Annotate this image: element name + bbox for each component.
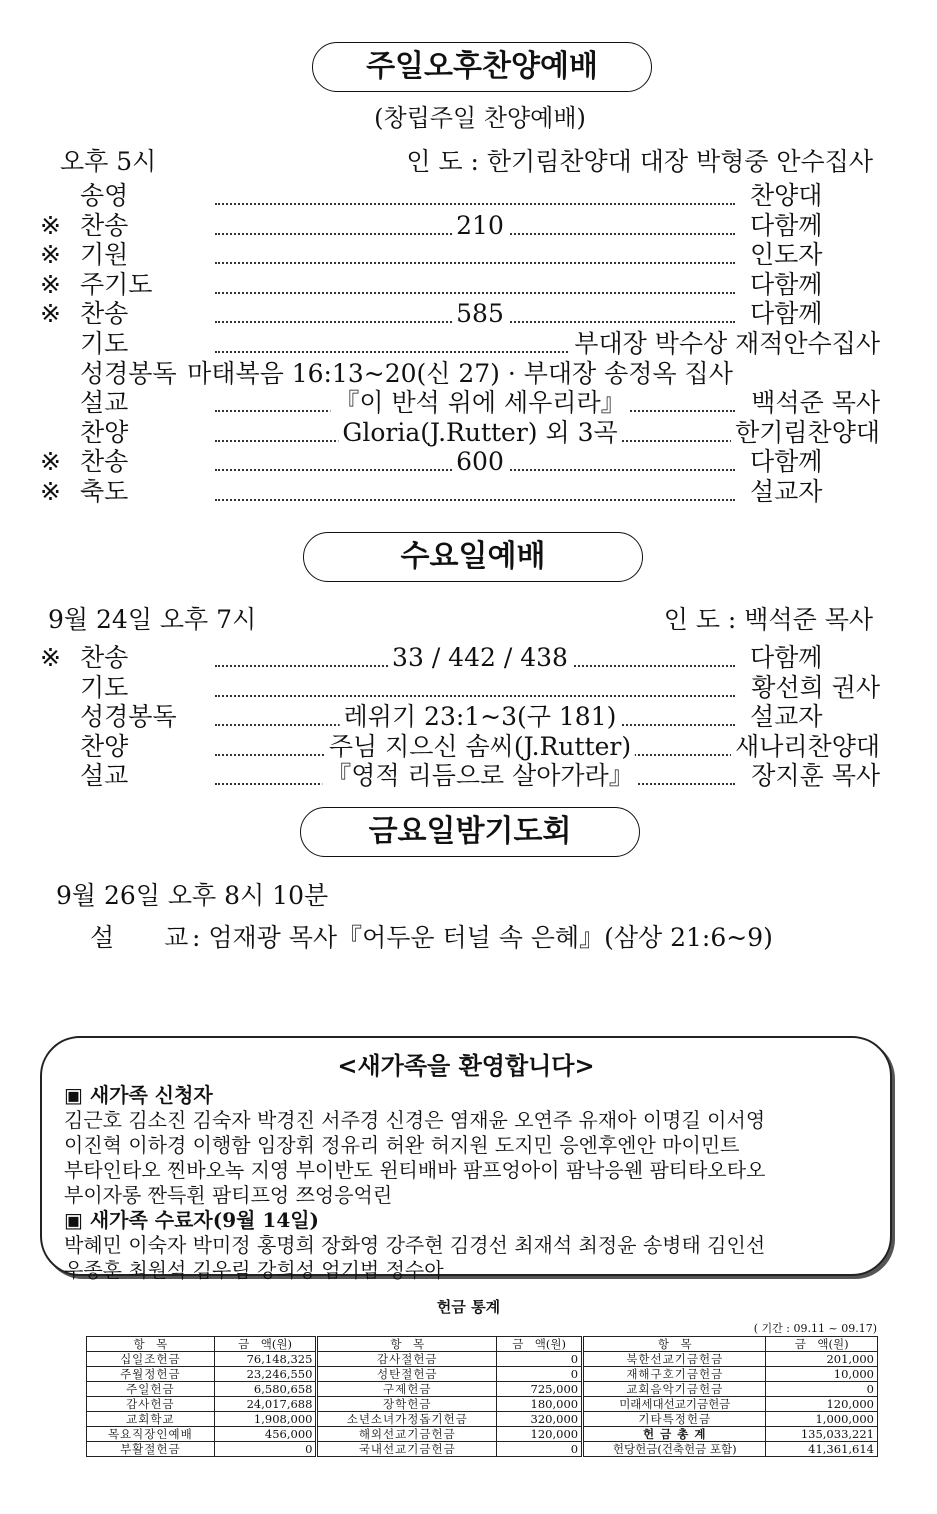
welcome-title: <새가족을 환영합니다> — [337, 1051, 595, 1080]
offering-row — [87, 1367, 878, 1382]
order-item-content: 33 / 442 / 438 — [388, 643, 572, 673]
header-cell: 금 액(원) — [766, 1337, 878, 1352]
order-item-name: 찬송 — [80, 210, 129, 240]
order-item-content: Gloria(J.Rutter) 외 3곡 — [338, 418, 621, 448]
offering-period: ( 기간 : 09.11 ~ 09.17) — [753, 1322, 877, 1335]
order-item-name: 기도 — [80, 329, 129, 358]
friday-sermon-label: 설 교 — [90, 923, 189, 952]
dot-leader — [215, 278, 735, 294]
order-item-content: 600 — [452, 447, 508, 477]
offering-amount: 0 — [497, 1352, 583, 1367]
welcome-box — [40, 1036, 892, 1282]
offering-category: 헌당헌금(건축헌금 포함) — [583, 1442, 766, 1457]
order-item-person: 장지훈 목사 — [747, 761, 880, 791]
offering-category: 국내선교기금헌금 — [317, 1442, 497, 1457]
header-cell: 항 목 — [317, 1337, 497, 1352]
order-row — [40, 299, 880, 329]
order-item-content: 585 — [452, 299, 508, 329]
offering-category: 북한선교기금헌금 — [583, 1352, 766, 1367]
order-item-name: 찬송 — [80, 643, 129, 672]
order-item-person: 다함께 — [746, 270, 880, 300]
offering-category: 감사절헌금 — [317, 1352, 497, 1367]
order-item-person: 백석준 목사 — [747, 388, 880, 418]
wednesday-title-box — [303, 532, 643, 582]
offering-row — [87, 1442, 878, 1457]
offering-amount: 0 — [214, 1442, 317, 1457]
wednesday-time: 9월 24일 오후 7시 — [48, 605, 257, 634]
order-item-person: 찬양대 — [746, 181, 880, 211]
dot-leader — [215, 681, 735, 697]
order-row — [40, 447, 880, 477]
offering-category: 주일헌금 — [87, 1382, 215, 1397]
offering-amount: 76,148,325 — [214, 1352, 317, 1367]
offering-category: 교회학교 — [87, 1412, 215, 1427]
order-row — [40, 477, 880, 507]
offering-category: 해외선교기금헌금 — [317, 1427, 497, 1442]
order-item-content: 마태복음 16:13~20(신 27) · 부대장 송정옥 집사 — [183, 359, 737, 389]
order-item-name: 성경봉독 — [80, 358, 177, 388]
offering-amount: 201,000 — [766, 1352, 878, 1367]
order-item-name: 축도 — [80, 477, 129, 506]
offering-category: 헌 금 총 계 — [583, 1427, 766, 1442]
applicants-line-1: 김근호 김소진 김숙자 박경진 서주경 신경은 염재윤 오연주 유재아 이명길 이서영 — [64, 1108, 766, 1132]
sunday-leader: 인 도 : 한기림찬양대 대장 박형중 안수집사 — [406, 147, 873, 176]
order-row — [40, 702, 880, 732]
friday-title-box — [300, 807, 640, 857]
order-item-person: 다함께 — [746, 211, 880, 241]
offering-row — [87, 1352, 878, 1367]
graduates-line-1: 박혜민 이숙자 박미정 홍명희 장화영 강주현 김경선 최재석 최정윤 송병태 김인선 — [64, 1233, 766, 1257]
order-item-person: 다함께 — [746, 299, 880, 329]
order-item-name: 찬양 — [80, 731, 129, 761]
offering-amount: 120,000 — [497, 1427, 583, 1442]
order-item-person: 한기림찬양대 — [731, 418, 880, 448]
header-cell: 항 목 — [583, 1337, 766, 1352]
offering-amount: 23,246,550 — [214, 1367, 317, 1382]
offering-row — [87, 1412, 878, 1427]
order-row — [40, 359, 880, 389]
order-item-name: 설교 — [80, 388, 129, 418]
order-row — [40, 270, 880, 300]
offering-category: 성탄절헌금 — [317, 1367, 497, 1382]
standing-mark: ※ — [40, 269, 61, 299]
order-row — [40, 240, 880, 270]
applicants-label: ▣ 새가족 신청자 — [64, 1083, 213, 1107]
offering-amount: 120,000 — [766, 1397, 878, 1412]
offering-amount: 24,017,688 — [214, 1397, 317, 1412]
order-item-name: 찬송 — [80, 447, 129, 477]
standing-mark: ※ — [40, 447, 61, 477]
graduates-label: ▣ 새가족 수료자(9월 14일) — [64, 1208, 320, 1232]
offering-row — [87, 1397, 878, 1412]
offering-category: 구제헌금 — [317, 1382, 497, 1397]
standing-mark: ※ — [40, 477, 61, 506]
offering-amount: 0 — [497, 1367, 583, 1382]
order-item-content: 레위기 23:1~3(구 181) — [340, 702, 621, 732]
header-cell: 금 액(원) — [214, 1337, 317, 1352]
wednesday-leader: 인 도 : 백석준 목사 — [663, 605, 873, 634]
wednesday-title: 수요일예배 — [400, 539, 546, 574]
offering-amount: 0 — [766, 1382, 878, 1397]
offering-category: 감사헌금 — [87, 1397, 215, 1412]
friday-time: 9월 26일 오후 8시 10분 — [56, 881, 329, 910]
order-row — [40, 418, 880, 448]
offering-amount: 725,000 — [497, 1382, 583, 1397]
order-item-person: 다함께 — [746, 447, 880, 477]
offering-row — [87, 1427, 878, 1442]
order-row — [40, 329, 880, 359]
graduates-line-2: 우종훈 최원석 김우림 강희성 엄기범 정수아 — [64, 1258, 444, 1282]
applicants-line-4: 부이자롱 짠득휜 팜티프엉 쯔엉응억린 — [64, 1183, 393, 1207]
order-item-name: 주기도 — [80, 269, 153, 299]
sunday-time: 오후 5시 — [60, 147, 157, 176]
dot-leader — [215, 248, 735, 264]
dot-leader — [215, 189, 735, 205]
friday-sermon: : 엄재광 목사『어두운 터널 속 은혜』(삼상 21:6~9) — [192, 923, 773, 952]
offering-category: 기타특정헌금 — [583, 1412, 766, 1427]
order-item-name: 기원 — [80, 240, 129, 270]
order-item-name: 기도 — [80, 672, 129, 702]
offering-amount: 456,000 — [214, 1427, 317, 1442]
offering-row — [87, 1382, 878, 1397]
order-item-person: 다함께 — [746, 643, 880, 673]
dot-leader — [215, 485, 735, 501]
order-row — [40, 732, 880, 762]
offering-category: 주월정헌금 — [87, 1367, 215, 1382]
order-item-person: 부대장 박수상 재적안수집사 — [570, 329, 880, 359]
offering-amount: 180,000 — [497, 1397, 583, 1412]
offering-amount: 1,000,000 — [766, 1412, 878, 1427]
order-item-name: 찬송 — [80, 299, 129, 329]
order-item-content: 210 — [452, 211, 508, 241]
offering-category: 십일조헌금 — [87, 1352, 215, 1367]
offering-category: 교회음악기금헌금 — [583, 1382, 766, 1397]
order-item-name: 찬양 — [80, 417, 129, 447]
header-cell: 금 액(원) — [497, 1337, 583, 1352]
applicants-line-2: 이진혁 이하경 이행함 임장휘 정유리 허완 허지원 도지민 응엔후엔안 마이민트 — [64, 1133, 740, 1157]
order-item-person: 새나리찬양대 — [731, 732, 880, 762]
sunday-title: 주일오후찬양예배 — [366, 49, 598, 84]
sunday-title-box — [312, 42, 652, 92]
order-item-person: 설교자 — [746, 477, 880, 507]
offering-category: 목요직장인예배 — [87, 1427, 215, 1442]
offering-category: 미래세대선교기금헌금 — [583, 1397, 766, 1412]
standing-mark: ※ — [40, 240, 61, 270]
order-item-person: 황선희 권사 — [747, 673, 880, 703]
order-row — [40, 211, 880, 241]
offering-category: 소년소녀가정돕기헌금 — [317, 1412, 497, 1427]
order-row — [40, 761, 880, 791]
friday-title: 금요일밤기도회 — [368, 814, 572, 849]
offering-amount: 10,000 — [766, 1367, 878, 1382]
standing-mark: ※ — [40, 210, 61, 240]
header-cell: 항 목 — [87, 1337, 215, 1352]
welcome-body — [42, 1081, 890, 1283]
offering-amount: 0 — [497, 1442, 583, 1457]
order-row — [40, 673, 880, 703]
offering-category: 부활절헌금 — [87, 1442, 215, 1457]
order-item-name: 설교 — [80, 761, 129, 791]
offering-header-row — [87, 1337, 878, 1352]
offering-amount: 1,908,000 — [214, 1412, 317, 1427]
offering-title: 헌금 통계 — [436, 1298, 501, 1316]
offering-category: 장학헌금 — [317, 1397, 497, 1412]
sunday-subtitle: (창립주일 찬양예배) — [374, 104, 586, 132]
offering-table — [86, 1336, 878, 1457]
order-item-name: 송영 — [80, 181, 129, 210]
offering-amount: 135,033,221 — [766, 1427, 878, 1442]
order-item-person: 설교자 — [746, 702, 880, 732]
order-item-content: 『영적 리듬으로 살아가라』 — [322, 761, 637, 791]
offering-category: 재해구호기금헌금 — [583, 1367, 766, 1382]
standing-mark: ※ — [40, 299, 61, 329]
order-row — [40, 181, 880, 211]
standing-mark: ※ — [40, 643, 61, 672]
order-row — [40, 388, 880, 418]
offering-amount: 6,580,658 — [214, 1382, 317, 1397]
order-item-content: 『이 반석 위에 세우리라』 — [330, 388, 629, 418]
offering-amount: 320,000 — [497, 1412, 583, 1427]
applicants-line-3: 부타인타오 찐바오녹 지영 부이반도 윈티배바 팜프엉아이 팜낙응웬 팜티타오타오 — [64, 1158, 766, 1182]
offering-amount: 41,361,614 — [766, 1442, 878, 1457]
order-item-name: 성경봉독 — [80, 702, 177, 732]
order-row — [40, 643, 880, 673]
order-item-person: 인도자 — [746, 240, 880, 270]
order-item-content: 주님 지으신 솜씨(J.Rutter) — [325, 732, 635, 762]
